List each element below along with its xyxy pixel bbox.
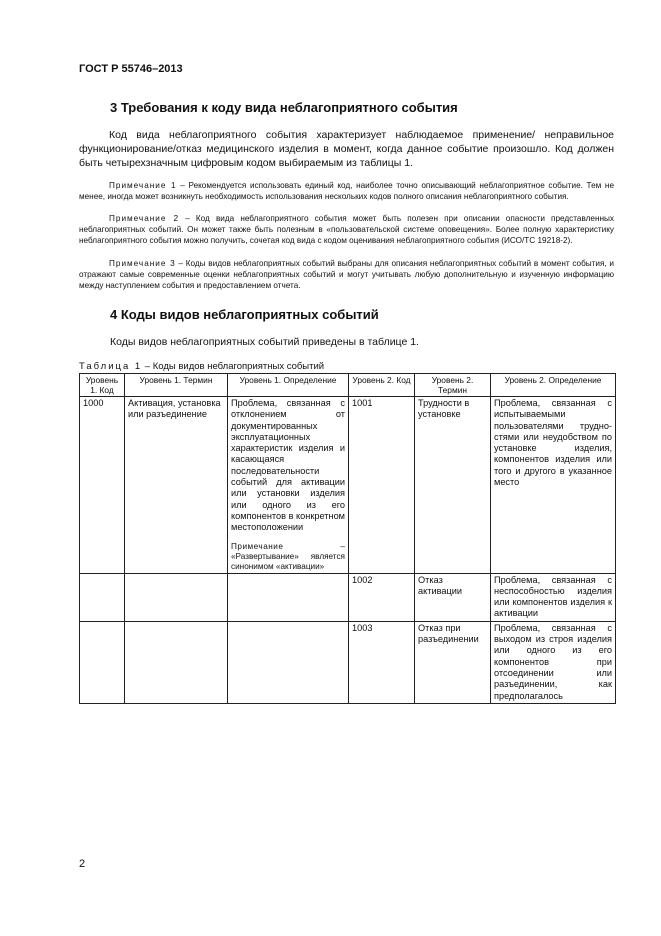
cell-l1-term: Активация, установка или разъединение (125, 397, 228, 574)
cell-l2-term: Отказ активации (415, 573, 491, 621)
cell-l2-definition: Проблема, связанная с неспособностью изделия или компонентов изделия к активации (491, 573, 616, 621)
header-l1-definition: Уровень 1. Определение (228, 374, 349, 397)
table-caption (79, 361, 324, 372)
cell-l1-code: 1000 (80, 397, 125, 574)
note-3-label: Примечание 3 (109, 259, 176, 268)
l1-note-label: Примечание (231, 541, 284, 551)
cell-l2-definition: Проблема, связанная с испытываемыми пользователями трудно-стями или неудобством по установке изделия, компонентов изделия или того и другого в указанное место (491, 397, 616, 574)
l1-definition-note (231, 542, 345, 572)
section-3-title: 3 Требования к коду вида неблагоприятного события (110, 100, 458, 115)
note-2-text: – Код вида неблагоприятного события может быть полезен при описании опасности представленных неблагоприятных событий. Он может также быть полезным в «пользовательской системе оповещения». Более полную характеристику неблагоприятного события можно получить, сочетая код вида с кодом оценивания неблагоприятного события (ИСО/ТС 19218-2). (79, 214, 615, 245)
cell-l2-code: 1001 (349, 397, 415, 574)
note-3 (79, 258, 614, 291)
adverse-event-codes-table (79, 373, 616, 704)
table-header-row (80, 374, 616, 397)
cell-l1-term (125, 621, 228, 703)
table-row (80, 397, 616, 574)
note-3-text: – Коды видов неблагоприятных событий выбраны для описания неблагоприятных событий в момент события, и отражают самые современные оценки неблагоприятных событий и могут учитывать любую дополнительную и изученную информацию между наступлением события и предоставлением отчета. (79, 259, 614, 290)
document-header: ГОСТ Р 55746–2013 (79, 63, 183, 75)
page-number: 2 (79, 858, 86, 870)
header-l2-code: Уровень 2. Код (349, 374, 415, 397)
cell-l1-code (80, 573, 125, 621)
cell-l1-definition (228, 397, 349, 574)
header-l2-term: Уровень 2. Термин (415, 374, 491, 397)
section-3-paragraph: Код вида неблагоприятного события характеризует наблюдаемое применение/ неправильное функционирование/отказ медицинского изделия в момент, когда данное событие произошло. Код должен быть четырехзначным цифровым кодом выбираемым из таблицы 1. (79, 129, 614, 169)
header-l1-term: Уровень 1. Термин (125, 374, 228, 397)
cell-l1-code (80, 621, 125, 703)
table-row (80, 621, 616, 703)
table-caption-text: – Коды видов неблагоприятных событий (142, 361, 325, 372)
cell-l1-definition (228, 573, 349, 621)
note-2 (79, 213, 614, 246)
note-2-label: Примечание 2 (109, 214, 180, 223)
table-row (80, 573, 616, 621)
note-1 (79, 180, 614, 202)
l1-definition-text: Проблема, связанная с отклонением от документированных эксплуатационных характеристик изделия и касающаяся последовательности событий для активации или установки изделия или одного из его компонентов в конкретном местоположении (231, 398, 345, 533)
section-4-paragraph: Коды видов неблагоприятных событий приведены в таблице 1. (110, 336, 419, 348)
cell-l1-definition (228, 621, 349, 703)
l1-note-text: – «Развертывание» является синонимом «активации» (231, 541, 345, 571)
cell-l2-definition: Проблема, связанная с выходом из строя изделия или одного из его компонентов при отсоединении или разъединении, как предполагалось (491, 621, 616, 703)
cell-l1-term (125, 573, 228, 621)
header-l1-code: Уровень 1. Код (80, 374, 125, 397)
cell-l2-term: Трудности в установке (415, 397, 491, 574)
note-1-text: – Рекомендуется использовать единый код, наиболее точно описывающий неблагоприятное событие. Тем не менее, иногда может возникнуть необходимость использования нескольких кодов полного описания неблагоприятного события. (79, 181, 615, 201)
cell-l2-code: 1002 (349, 573, 415, 621)
cell-l2-term: Отказ при разъединении (415, 621, 491, 703)
note-1-label: Примечание 1 (109, 181, 177, 190)
table-caption-label: Таблица 1 (79, 361, 143, 372)
header-l2-definition: Уровень 2. Определение (491, 374, 616, 397)
cell-l2-code: 1003 (349, 621, 415, 703)
section-4-title: 4 Коды видов неблагоприятных событий (110, 307, 379, 322)
